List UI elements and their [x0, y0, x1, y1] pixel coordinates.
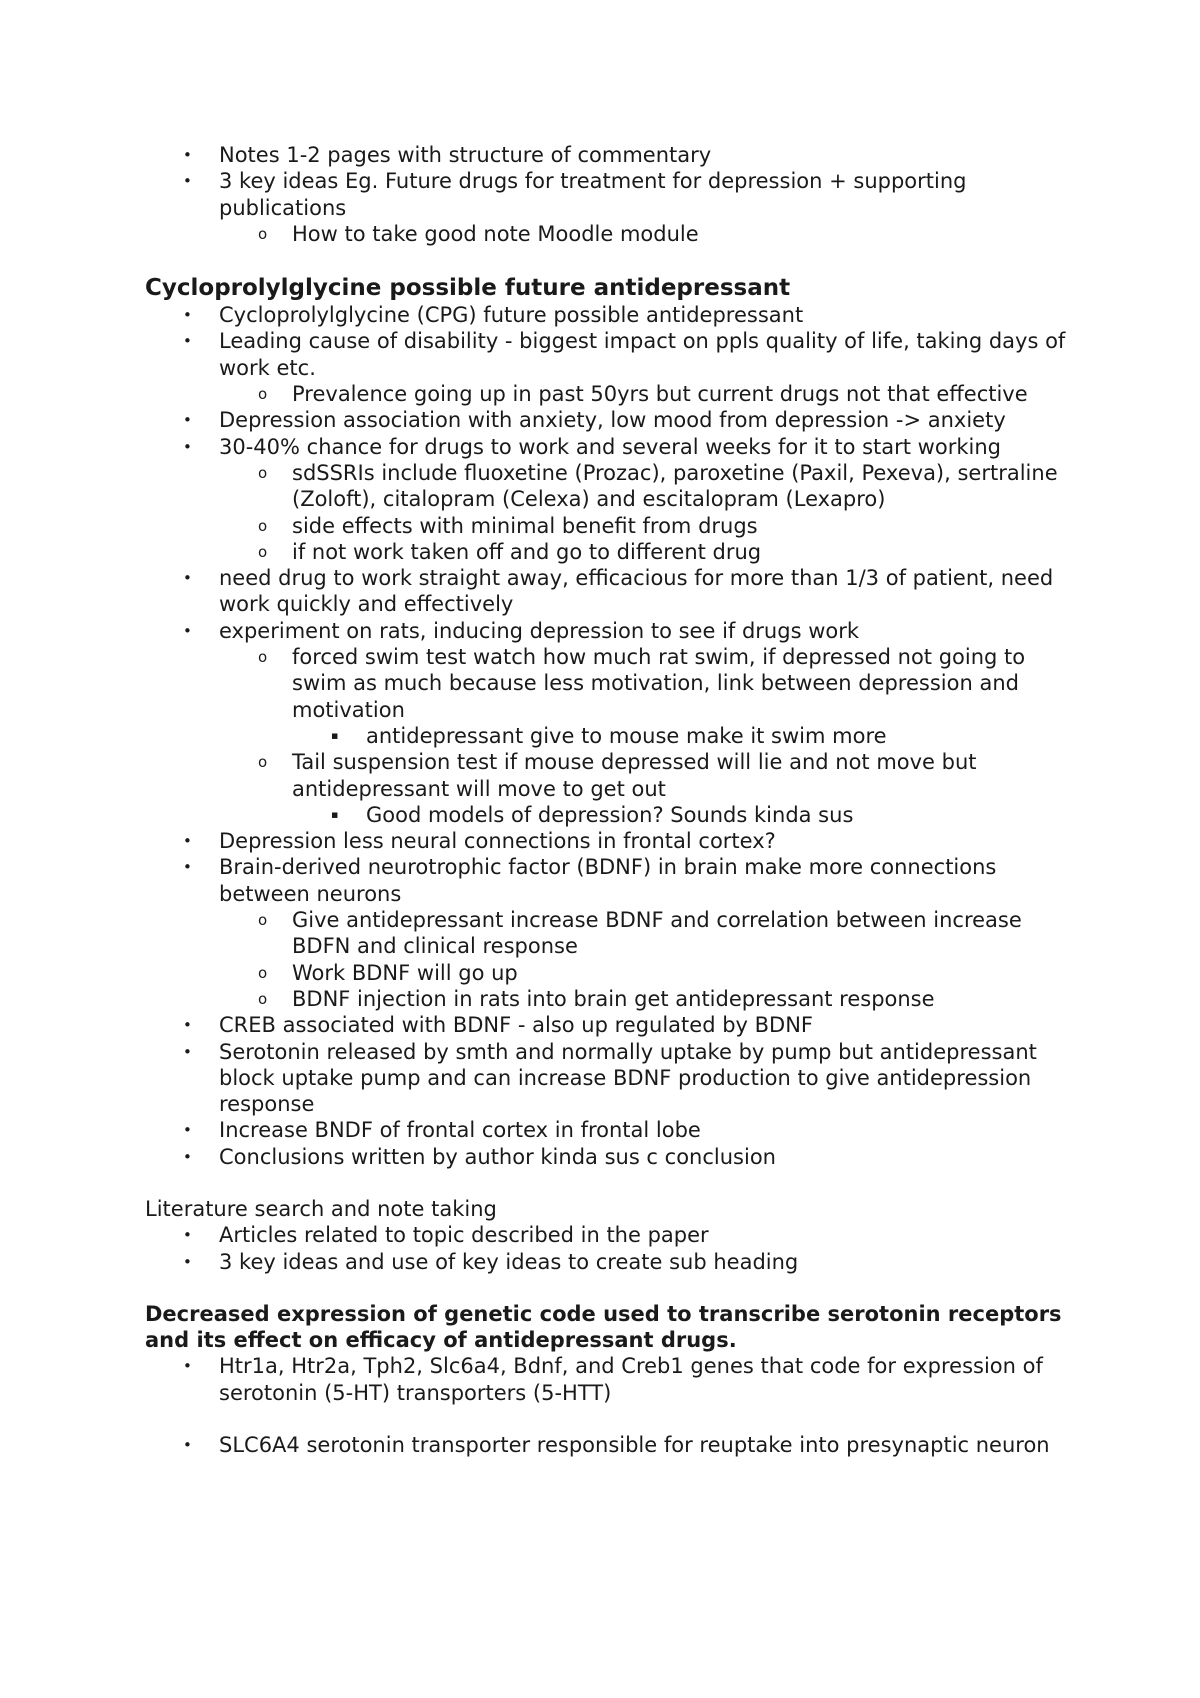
section3-list — [145, 1353, 1075, 1406]
bullet-icon: • — [183, 1357, 192, 1376]
list-item-text: Brain-derived neurotrophic factor (BDNF) in brain make more connections between neurons — [219, 855, 997, 906]
bullet-icon: • — [183, 569, 192, 588]
list-item — [145, 854, 1075, 907]
list-item-text: if not work taken off and go to different drug — [292, 539, 762, 564]
section-heading: Decreased expression of genetic code used to transcribe serotonin receptors and its effect on efficacy of antidepressant drugs. — [145, 1301, 1062, 1353]
list-item-text: CREB associated with BDNF - also up regulated by BDNF — [219, 1013, 814, 1038]
list-item — [145, 1039, 1075, 1118]
list-item-text: experiment on rats, inducing depression to see if drugs work — [219, 618, 860, 643]
section2-list — [145, 1222, 1075, 1275]
list-item — [145, 434, 1075, 460]
bullet-icon: • — [183, 1042, 192, 1061]
bullet-icon: • — [183, 621, 192, 640]
list-item-text: Prevalence going up in past 50yrs but current drugs not that effective — [292, 382, 1028, 407]
list-item — [145, 539, 1075, 565]
list-item-text: sdSSRIs include fluoxetine (Prozac), paroxetine (Paxil, Pexeva), sertraline (Zoloft), citalopram (Celexa) and escitalopram (Lexapro) — [292, 460, 1058, 512]
bullet-icon: • — [183, 1226, 192, 1245]
list-item-text: 30-40% chance for drugs to work and several weeks for it to start working — [219, 434, 1001, 459]
list-item-text: Conclusions written by author kinda sus c conclusion — [219, 1144, 776, 1169]
list-item — [145, 618, 1075, 644]
bullet-icon: • — [183, 858, 192, 877]
circle-bullet-icon: o — [258, 224, 268, 243]
circle-bullet-icon: o — [258, 989, 268, 1008]
square-bullet-icon: ▪ — [331, 728, 339, 742]
list-item — [145, 1222, 1075, 1248]
list-item-text: SLC6A4 serotonin transporter responsible for reuptake into presynaptic neuron — [219, 1433, 1050, 1458]
bullet-icon: • — [183, 306, 192, 325]
list-item — [145, 381, 1075, 407]
spacer — [145, 1406, 1075, 1432]
list-item — [145, 960, 1075, 986]
list-item — [145, 802, 1075, 828]
bullet-icon: • — [183, 332, 192, 351]
list-item — [145, 723, 1075, 749]
bullet-icon: • — [183, 437, 192, 456]
circle-bullet-icon: o — [258, 911, 268, 930]
list-item — [145, 221, 1075, 247]
list-item — [145, 1144, 1075, 1170]
list-item-text: Good models of depression? Sounds kinda sus — [366, 802, 854, 827]
list-item — [145, 460, 1075, 513]
bullet-icon: • — [183, 1252, 192, 1271]
bullet-icon: • — [183, 832, 192, 851]
list-item-text: Serotonin released by smth and normally uptake by pump but antidepressant block uptake pump and can increase BDNF production to give antidepression response — [219, 1039, 1037, 1117]
bullet-icon: • — [183, 411, 192, 430]
list-item — [145, 1117, 1075, 1143]
list-item — [145, 1432, 1075, 1458]
list-item — [145, 828, 1075, 854]
bullet-icon: • — [183, 1147, 192, 1166]
list-item-text: Leading cause of disability - biggest impact on ppls quality of life, taking days of work etc. — [219, 329, 1066, 380]
bullet-icon: • — [183, 1121, 192, 1140]
section-heading: Literature search and note taking — [145, 1196, 497, 1221]
section3-list-continued — [145, 1432, 1075, 1458]
circle-bullet-icon: o — [258, 542, 268, 561]
square-bullet-icon: ▪ — [331, 807, 339, 821]
list-item-text: Notes 1-2 pages with structure of commentary — [219, 143, 712, 167]
list-item — [145, 1249, 1075, 1275]
list-item — [145, 142, 1075, 168]
list-item-text: need drug to work straight away, efficacious for more than 1/3 of patient, need work quickly and effectively — [219, 566, 1054, 617]
list-item-text: Depression less neural connections in frontal cortex? — [219, 829, 776, 854]
list-item-text: forced swim test watch how much rat swim, if depressed not going to swim as much because less motivation, link between depression and motivation — [292, 645, 1026, 722]
section1-list — [145, 302, 1075, 1170]
bullet-icon: • — [183, 146, 192, 164]
bullet-icon: • — [183, 172, 192, 191]
list-item-text: Depression association with anxiety, low mood from depression -> anxiety — [219, 408, 1006, 433]
circle-bullet-icon: o — [258, 463, 268, 482]
list-item-text: 3 key ideas and use of key ideas to create sub heading — [219, 1249, 799, 1274]
list-item-text: Articles related to topic described in the paper — [219, 1223, 709, 1248]
list-item-text: side effects with minimal benefit from drugs — [292, 513, 758, 538]
list-item — [145, 1353, 1075, 1406]
list-item-text: How to take good note Moodle module — [292, 221, 699, 246]
list-item — [145, 907, 1075, 960]
circle-bullet-icon: o — [258, 648, 268, 667]
list-item-text: 3 key ideas Eg. Future drugs for treatment for depression + supporting publications — [219, 169, 967, 220]
list-item-text: Give antidepressant increase BDNF and correlation between increase BDFN and clinical response — [292, 908, 1022, 959]
list-item — [145, 328, 1075, 381]
document-page — [145, 142, 1075, 1458]
list-item-text: Work BDNF will go up — [292, 960, 518, 985]
list-item — [145, 168, 1075, 221]
list-item-text: antidepressant give to mouse make it swim more — [366, 723, 887, 748]
list-item-text: Increase BNDF of frontal cortex in frontal lobe — [219, 1118, 701, 1143]
intro-list — [145, 142, 1075, 247]
list-item — [145, 986, 1075, 1012]
section-heading: Cycloprolylglycine possible future antidepressant — [145, 275, 791, 302]
bullet-icon: • — [183, 1016, 192, 1035]
list-item — [145, 1012, 1075, 1038]
list-item-text: Tail suspension test if mouse depressed will lie and not move but antidepressant will move to get out — [292, 750, 977, 801]
list-item — [145, 565, 1075, 618]
list-item-text: BDNF injection in rats into brain get antidepressant response — [292, 986, 935, 1011]
list-item — [145, 749, 1075, 802]
list-item — [145, 407, 1075, 433]
circle-bullet-icon: o — [258, 753, 268, 772]
list-item — [145, 302, 1075, 328]
bullet-icon: • — [183, 1436, 192, 1455]
list-item — [145, 644, 1075, 723]
circle-bullet-icon: o — [258, 963, 268, 982]
list-item-text: Htr1a, Htr2a, Tph2, Slc6a4, Bdnf, and Creb1 genes that code for expression of serotonin (5-HT) transporters (5-HTT) — [219, 1354, 1043, 1405]
circle-bullet-icon: o — [258, 516, 268, 535]
list-item-text: Cycloprolylglycine (CPG) future possible antidepressant — [219, 303, 804, 328]
list-item — [145, 513, 1075, 539]
circle-bullet-icon: o — [258, 385, 268, 404]
